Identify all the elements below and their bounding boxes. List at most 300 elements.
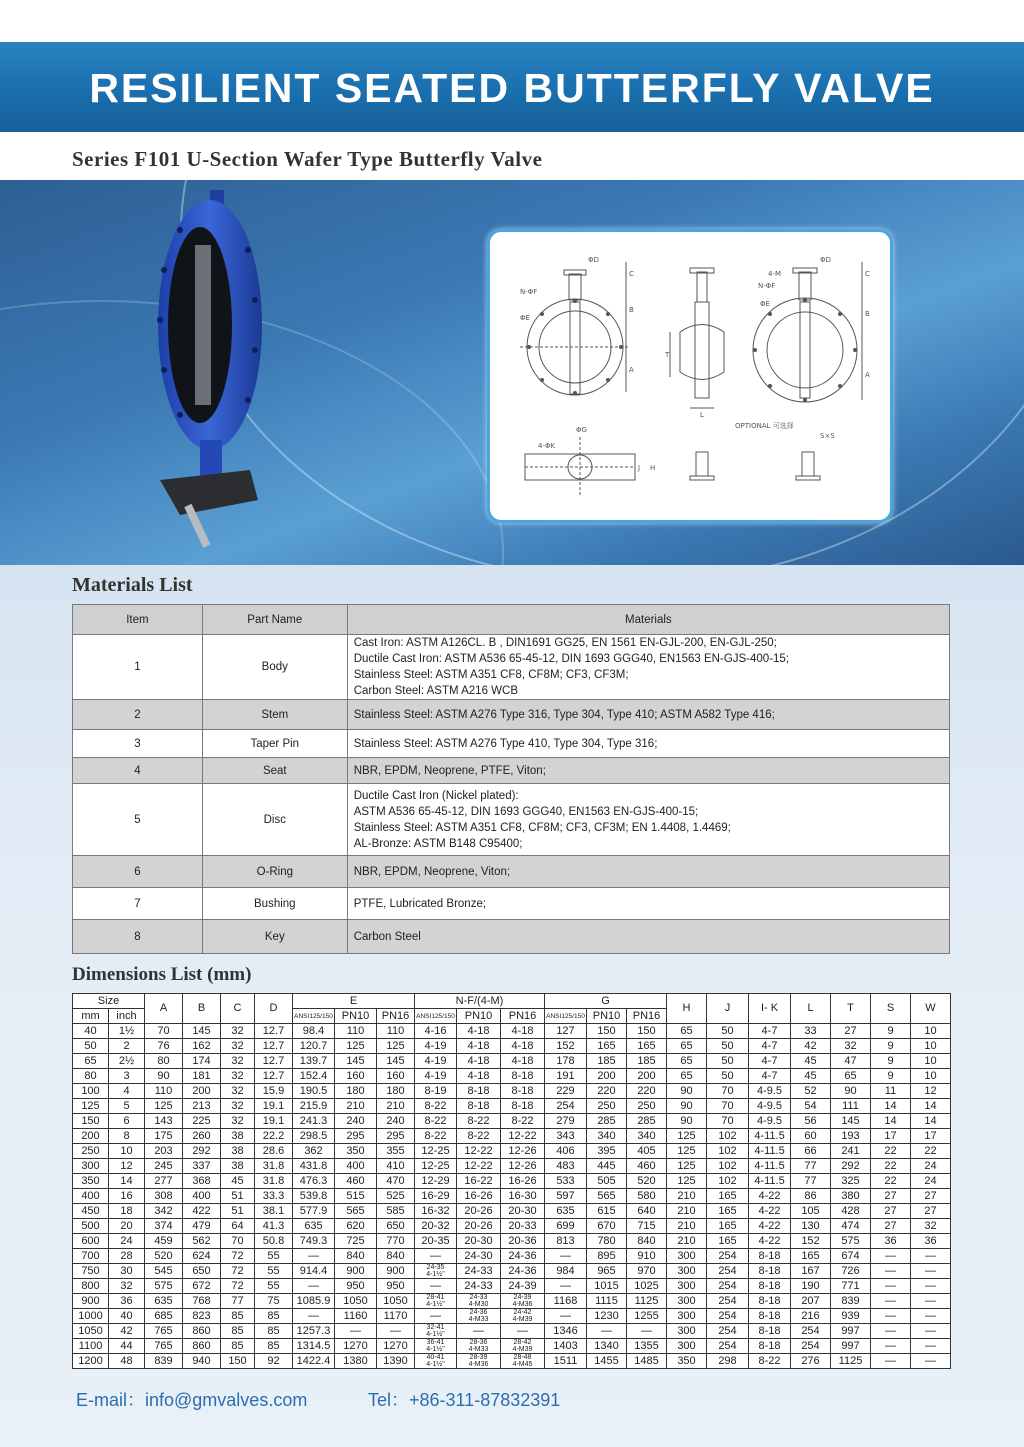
dimension-cell: 839 (831, 1294, 871, 1309)
dimension-cell: 22 (911, 1144, 951, 1159)
dimension-cell: 19.1 (255, 1114, 293, 1129)
dimension-cell: — (911, 1294, 951, 1309)
material-spec (347, 700, 949, 730)
dimension-cell: 38 (221, 1159, 255, 1174)
material-spec (347, 730, 949, 758)
dimension-cell: 125 (667, 1144, 707, 1159)
material-spec-line: Carbon Steel (353, 930, 421, 943)
dimension-cell: 32-41 4-1½" (415, 1324, 457, 1339)
dimension-cell: 185 (587, 1054, 627, 1069)
dimension-cell: 860 (183, 1339, 221, 1354)
header-e-pn16: PN16 (377, 1009, 415, 1024)
dimension-row (73, 1189, 951, 1204)
drawing-label: L (700, 411, 704, 419)
dimension-cell: 362 (293, 1144, 335, 1159)
dimension-cell: 98.4 (293, 1024, 335, 1039)
dimension-cell: 90 (667, 1084, 707, 1099)
dimension-cell: 1½ (109, 1024, 145, 1039)
material-row (73, 920, 950, 954)
dimension-cell: 28-39 4-M36 (457, 1354, 501, 1369)
dimension-cell: 1025 (627, 1279, 667, 1294)
dimension-cell: 10 (911, 1039, 951, 1054)
material-part-name: Bushing (202, 888, 347, 920)
drawing-label: ΦD (820, 256, 831, 264)
header-nf-pn16: PN16 (501, 1009, 545, 1024)
dimension-cell: 431.8 (293, 1159, 335, 1174)
dimension-cell: — (911, 1339, 951, 1354)
dimension-cell: 300 (667, 1294, 707, 1309)
dimension-cell: 125 (335, 1039, 377, 1054)
dimension-cell: 16-26 (501, 1174, 545, 1189)
dimension-cell: — (871, 1339, 911, 1354)
dimension-cell: 30 (109, 1264, 145, 1279)
dimension-cell: 20-35 (415, 1234, 457, 1249)
dimension-cell: 165 (707, 1204, 749, 1219)
dimension-cell: 970 (627, 1264, 667, 1279)
dimension-cell: 1390 (377, 1354, 415, 1369)
header-S: S (871, 994, 911, 1024)
dimension-cell: — (871, 1294, 911, 1309)
dimension-cell: 27 (831, 1024, 871, 1039)
dimension-cell: 685 (145, 1309, 183, 1324)
dimension-cell: 200 (587, 1069, 627, 1084)
dimension-cell: 450 (73, 1204, 109, 1219)
dimension-cell: 20-32 (415, 1219, 457, 1234)
dimension-cell: 28-42 4-M39 (501, 1339, 545, 1354)
dimension-cell: 210 (335, 1099, 377, 1114)
dimension-cell: 460 (335, 1174, 377, 1189)
dimension-cell: 575 (145, 1279, 183, 1294)
dimension-cell: 45 (221, 1174, 255, 1189)
material-spec (347, 856, 949, 888)
dimension-cell: — (587, 1324, 627, 1339)
dimension-cell: 27 (871, 1189, 911, 1204)
dimension-cell: 143 (145, 1114, 183, 1129)
dimension-cell: 100 (73, 1084, 109, 1099)
header-g-ansi: ANSI125/150 (545, 1009, 587, 1024)
drawing-label: ΦG (576, 426, 587, 434)
dimension-cell: 33 (791, 1024, 831, 1039)
drawing-label: B (629, 306, 634, 314)
header-e-pn10: PN10 (335, 1009, 377, 1024)
dimension-cell: 102 (707, 1144, 749, 1159)
dimension-row (73, 1159, 951, 1174)
material-part-name: Key (202, 920, 347, 954)
dimension-cell: 1355 (627, 1339, 667, 1354)
dimension-cell: — (871, 1279, 911, 1294)
dimension-cell: 260 (183, 1129, 221, 1144)
dimension-cell: 55 (255, 1264, 293, 1279)
dimension-row (73, 1024, 951, 1039)
dimension-cell: 10 (911, 1069, 951, 1084)
dimension-cell: 4 (109, 1084, 145, 1099)
dimension-cell: 20-30 (457, 1234, 501, 1249)
dimension-cell: 965 (587, 1264, 627, 1279)
dimension-cell: 395 (587, 1144, 627, 1159)
dimension-cell: 28 (109, 1249, 145, 1264)
dimension-cell: 765 (145, 1324, 183, 1339)
dimension-cell: 839 (145, 1354, 183, 1369)
dimension-cell: 1115 (587, 1294, 627, 1309)
dimension-cell: 308 (145, 1189, 183, 1204)
dimension-cell: 210 (667, 1204, 707, 1219)
dimension-cell: 32 (221, 1114, 255, 1129)
dimension-cell: 75 (255, 1294, 293, 1309)
dimension-cell: 700 (73, 1249, 109, 1264)
dimension-cell: 240 (335, 1114, 377, 1129)
dimension-cell: 368 (183, 1174, 221, 1189)
dimension-cell: 300 (667, 1339, 707, 1354)
dimension-cell: 840 (627, 1234, 667, 1249)
dimension-cell: 254 (707, 1279, 749, 1294)
dimension-cell: 8-22 (501, 1114, 545, 1129)
materials-table (72, 604, 950, 954)
dimension-cell: 16-30 (501, 1189, 545, 1204)
dimension-cell: 2 (109, 1039, 145, 1054)
dimension-cell: 12-22 (457, 1144, 501, 1159)
dimension-row (73, 1354, 951, 1369)
drawing-label: A (865, 371, 870, 379)
footer-email[interactable]: E-mail：info@gmvalves.com (76, 1390, 308, 1410)
dimension-cell: 85 (255, 1324, 293, 1339)
dimension-cell: 4-9.5 (749, 1099, 791, 1114)
dimension-cell: 8-22 (415, 1129, 457, 1144)
dimension-cell: 210 (667, 1189, 707, 1204)
dimension-cell: 860 (183, 1324, 221, 1339)
dimension-cell: 24-36 (501, 1264, 545, 1279)
material-row (73, 784, 950, 856)
dimension-cell: 1050 (377, 1294, 415, 1309)
dimension-row (73, 1039, 951, 1054)
header-L: L (791, 994, 831, 1024)
dimension-cell: 20-26 (457, 1204, 501, 1219)
material-spec (347, 888, 949, 920)
dimension-cell: 380 (831, 1189, 871, 1204)
page-title: RESILIENT SEATED BUTTERFLY VALVE (89, 65, 935, 111)
dimension-cell: 16-32 (415, 1204, 457, 1219)
material-item-number: 6 (73, 856, 203, 888)
material-spec (347, 758, 949, 784)
dimension-cell: 50 (707, 1054, 749, 1069)
dimension-cell: — (911, 1264, 951, 1279)
dimension-cell: 15.9 (255, 1084, 293, 1099)
dimension-cell: 245 (145, 1159, 183, 1174)
dimension-cell: 300 (667, 1309, 707, 1324)
dimension-row (73, 1279, 951, 1294)
dimension-cell: 125 (73, 1099, 109, 1114)
material-spec-line: Stainless Steel: ASTM A276 Type 410, Type 304, Type 316; (353, 737, 658, 750)
dimension-cell: 900 (73, 1294, 109, 1309)
dimension-cell: 900 (335, 1264, 377, 1279)
dimension-cell: 4-19 (415, 1039, 457, 1054)
dimension-cell: — (911, 1324, 951, 1339)
dimension-cell: 12.7 (255, 1024, 293, 1039)
col-header-materials: Materials (347, 605, 949, 635)
header-nf-ansi: ANSI125/150 (415, 1009, 457, 1024)
dimension-cell: 50 (707, 1024, 749, 1039)
drawing-label: T (665, 351, 670, 359)
dimension-cell: 422 (183, 1204, 221, 1219)
dimension-cell: — (871, 1324, 911, 1339)
dimension-cell: 8-18 (749, 1294, 791, 1309)
dimension-cell: 337 (183, 1159, 221, 1174)
dimension-cell: 31.8 (255, 1159, 293, 1174)
dimension-cell: 939 (831, 1309, 871, 1324)
material-spec-line: Stainless Steel: ASTM A276 Type 316, Type 304, Type 410; ASTM A582 Type 416; (353, 708, 775, 721)
dimension-cell: 28-36 4-M33 (457, 1339, 501, 1354)
dimension-cell: 525 (377, 1189, 415, 1204)
dimension-cell: 110 (377, 1024, 415, 1039)
dimension-cell: 4-22 (749, 1189, 791, 1204)
dimension-cell: 615 (587, 1204, 627, 1219)
dimension-cell: 20-26 (457, 1219, 501, 1234)
dimension-cell: 1230 (587, 1309, 627, 1324)
dimension-cell: 210 (377, 1099, 415, 1114)
dimension-cell: 65 (667, 1054, 707, 1069)
dimension-cell: 165 (707, 1189, 749, 1204)
dimension-cell: 699 (545, 1219, 587, 1234)
material-item-number: 5 (73, 784, 203, 856)
dimension-cell: 600 (73, 1234, 109, 1249)
dimension-row (73, 1114, 951, 1129)
dimension-cell: 31.8 (255, 1174, 293, 1189)
dimension-cell: 185 (627, 1054, 667, 1069)
dimension-cell: 102 (707, 1159, 749, 1174)
dimension-cell: 12.7 (255, 1069, 293, 1084)
dimension-cell: 400 (183, 1189, 221, 1204)
dimension-cell: 213 (183, 1099, 221, 1114)
footer-phone[interactable]: Tel：+86-311-87832391 (368, 1390, 561, 1410)
dimension-cell: 635 (293, 1219, 335, 1234)
dimension-cell: 51 (221, 1189, 255, 1204)
dimension-cell: 24-30 (457, 1249, 501, 1264)
dimension-cell: 50.8 (255, 1234, 293, 1249)
dimension-cell: 350 (667, 1354, 707, 1369)
dimension-cell: 12-26 (501, 1144, 545, 1159)
dimension-cell: 279 (545, 1114, 587, 1129)
drawing-label: N-ΦF (758, 282, 776, 290)
dimension-cell: — (415, 1309, 457, 1324)
dimension-cell: 241 (831, 1144, 871, 1159)
dimension-cell: 1168 (545, 1294, 587, 1309)
valve-product-image (140, 190, 280, 555)
dimension-cell: 1050 (335, 1294, 377, 1309)
dimension-cell: 8-22 (457, 1129, 501, 1144)
dimension-cell: — (871, 1264, 911, 1279)
dimension-cell: 950 (335, 1279, 377, 1294)
dimension-cell: 22.2 (255, 1129, 293, 1144)
dimension-cell: 254 (707, 1294, 749, 1309)
dimension-cell: — (293, 1249, 335, 1264)
dimension-cell: 42 (791, 1039, 831, 1054)
dimension-cell: — (871, 1354, 911, 1369)
dimension-cell: 3 (109, 1069, 145, 1084)
header-A: A (145, 994, 183, 1024)
dimension-cell: 4-11.5 (749, 1159, 791, 1174)
dimension-cell: 520 (627, 1174, 667, 1189)
dimension-cell: — (457, 1324, 501, 1339)
dimension-cell: 295 (377, 1129, 415, 1144)
dimension-cell: 12-22 (501, 1129, 545, 1144)
dimension-cell: 1511 (545, 1354, 587, 1369)
material-item-number: 7 (73, 888, 203, 920)
dimension-cell: 191 (545, 1069, 587, 1084)
dimension-cell: 180 (377, 1084, 415, 1099)
header-G: G (545, 994, 667, 1009)
material-part-name: O-Ring (202, 856, 347, 888)
dimension-cell: 4-18 (457, 1024, 501, 1039)
dimension-cell: 1125 (627, 1294, 667, 1309)
dimension-cell: 585 (377, 1204, 415, 1219)
dimension-cell: 65 (667, 1069, 707, 1084)
dimension-cell: 9 (871, 1069, 911, 1084)
dimension-cell: 152 (791, 1234, 831, 1249)
dimension-cell: 70 (221, 1234, 255, 1249)
drawing-label: A (629, 366, 634, 374)
dimension-cell: 575 (831, 1234, 871, 1249)
dimension-row (73, 1324, 951, 1339)
dimension-cell: 9 (871, 1039, 911, 1054)
dimension-cell: 1100 (73, 1339, 109, 1354)
dimension-cell: 300 (73, 1159, 109, 1174)
dimension-cell: 90 (667, 1099, 707, 1114)
dimension-cell: 1170 (377, 1309, 415, 1324)
dimension-cell: 254 (707, 1339, 749, 1354)
dimension-cell: 152 (545, 1039, 587, 1054)
drawing-label: S×S (820, 432, 835, 440)
dimension-cell: 410 (377, 1159, 415, 1174)
dimension-cell: 72 (221, 1249, 255, 1264)
dimension-cell: 127 (545, 1024, 587, 1039)
drawing-label: J (638, 464, 641, 472)
material-item-number: 3 (73, 730, 203, 758)
dimension-cell: 840 (335, 1249, 377, 1264)
dimension-cell: 70 (707, 1114, 749, 1129)
dimension-cell: 771 (831, 1279, 871, 1294)
header-C: C (221, 994, 255, 1024)
dimension-cell: — (377, 1324, 415, 1339)
material-row (73, 730, 950, 758)
dimension-cell: 24-33 (457, 1279, 501, 1294)
dimension-cell: 145 (183, 1024, 221, 1039)
dimension-cell: 4-16 (415, 1024, 457, 1039)
dimension-cell: 12 (911, 1084, 951, 1099)
dimension-cell: 216 (791, 1309, 831, 1324)
dimension-cell: 355 (377, 1144, 415, 1159)
dimension-cell: 1270 (335, 1339, 377, 1354)
dimension-cell: 210 (667, 1219, 707, 1234)
dimension-cell: 32 (221, 1099, 255, 1114)
col-header-item: Item (73, 605, 203, 635)
dimension-cell: 22 (871, 1159, 911, 1174)
dimension-cell: 27 (911, 1189, 951, 1204)
material-spec-line: NBR, EPDM, Neoprene, PTFE, Viton; (353, 764, 546, 777)
dimension-cell: 624 (183, 1249, 221, 1264)
dimension-cell: 20-30 (501, 1204, 545, 1219)
dimension-cell: 12-25 (415, 1144, 457, 1159)
dimension-cell: 72 (221, 1264, 255, 1279)
dimension-cell: 65 (831, 1069, 871, 1084)
dimension-cell: 1422.4 (293, 1354, 335, 1369)
header-D: D (255, 994, 293, 1024)
dimension-cell: 650 (377, 1219, 415, 1234)
dimension-row (73, 1174, 951, 1189)
dimension-drawing (490, 232, 890, 520)
dimension-cell: 6 (109, 1114, 145, 1129)
dimension-cell: 725 (335, 1234, 377, 1249)
dimension-row (73, 1054, 951, 1069)
dimension-cell: 950 (377, 1279, 415, 1294)
dimension-row (73, 1099, 951, 1114)
dimension-cell: 1257.3 (293, 1324, 335, 1339)
dimension-cell: 520 (145, 1249, 183, 1264)
dimension-cell: 167 (791, 1264, 831, 1279)
material-row (73, 635, 950, 700)
dimension-cell: 12-22 (457, 1159, 501, 1174)
material-spec-line: Cast Iron: ASTM A126CL. B , DIN1691 GG25, EN 1561 EN-GJL-200, EN-GJL-250; (353, 637, 777, 649)
dimension-cell: 41.3 (255, 1219, 293, 1234)
dimension-cell: 181 (183, 1069, 221, 1084)
dimension-cell: 620 (335, 1219, 377, 1234)
dimension-row (73, 1084, 951, 1099)
header-g-pn10: PN10 (587, 1009, 627, 1024)
dimension-cell: — (293, 1309, 335, 1324)
dimension-cell: 16 (109, 1189, 145, 1204)
dimension-cell: 1346 (545, 1324, 587, 1339)
dimension-cell: 36 (911, 1234, 951, 1249)
dimension-cell: 145 (377, 1054, 415, 1069)
dimension-cell: 254 (707, 1249, 749, 1264)
dimension-cell: 90 (831, 1084, 871, 1099)
dimension-cell: 20 (109, 1219, 145, 1234)
dimension-cell: 250 (587, 1099, 627, 1114)
dimension-cell: 545 (145, 1264, 183, 1279)
dimension-cell: 4-11.5 (749, 1129, 791, 1144)
material-spec-line: Stainless Steel: ASTM A351 CF8, CF8M; CF3, CF3M; (353, 669, 629, 681)
dimension-cell: 277 (145, 1174, 183, 1189)
dimension-cell: 8-18 (749, 1339, 791, 1354)
dimension-cell: 8-19 (415, 1084, 457, 1099)
dimension-cell: 20-33 (501, 1219, 545, 1234)
dimension-cell: 152.4 (293, 1069, 335, 1084)
dimension-cell: 77 (791, 1159, 831, 1174)
dimension-cell: 1485 (627, 1354, 667, 1369)
dimension-cell: 160 (377, 1069, 415, 1084)
dimension-cell: — (293, 1279, 335, 1294)
material-row (73, 888, 950, 920)
dimension-cell: 400 (73, 1189, 109, 1204)
dimension-cell: — (911, 1309, 951, 1324)
material-spec (347, 784, 949, 856)
dimension-cell: 24-39 4-M36 (501, 1294, 545, 1309)
dimension-cell: 300 (667, 1264, 707, 1279)
dimension-cell: 285 (627, 1114, 667, 1129)
dimension-row (73, 1204, 951, 1219)
dimension-cell: 4-18 (457, 1039, 501, 1054)
dimension-cell: 150 (73, 1114, 109, 1129)
materials-title: Materials List (72, 574, 193, 596)
dimension-cell: 200 (183, 1084, 221, 1099)
header-NF: N-F/(4-M) (415, 994, 545, 1009)
dimension-cell: 130 (791, 1219, 831, 1234)
dimension-cell: 840 (377, 1249, 415, 1264)
material-row (73, 758, 950, 784)
dimension-cell: 539.8 (293, 1189, 335, 1204)
dimension-cell: 635 (545, 1204, 587, 1219)
dimension-cell: 52 (791, 1084, 831, 1099)
dimension-cell: — (911, 1354, 951, 1369)
drawing-label: N-ΦF (520, 288, 538, 296)
